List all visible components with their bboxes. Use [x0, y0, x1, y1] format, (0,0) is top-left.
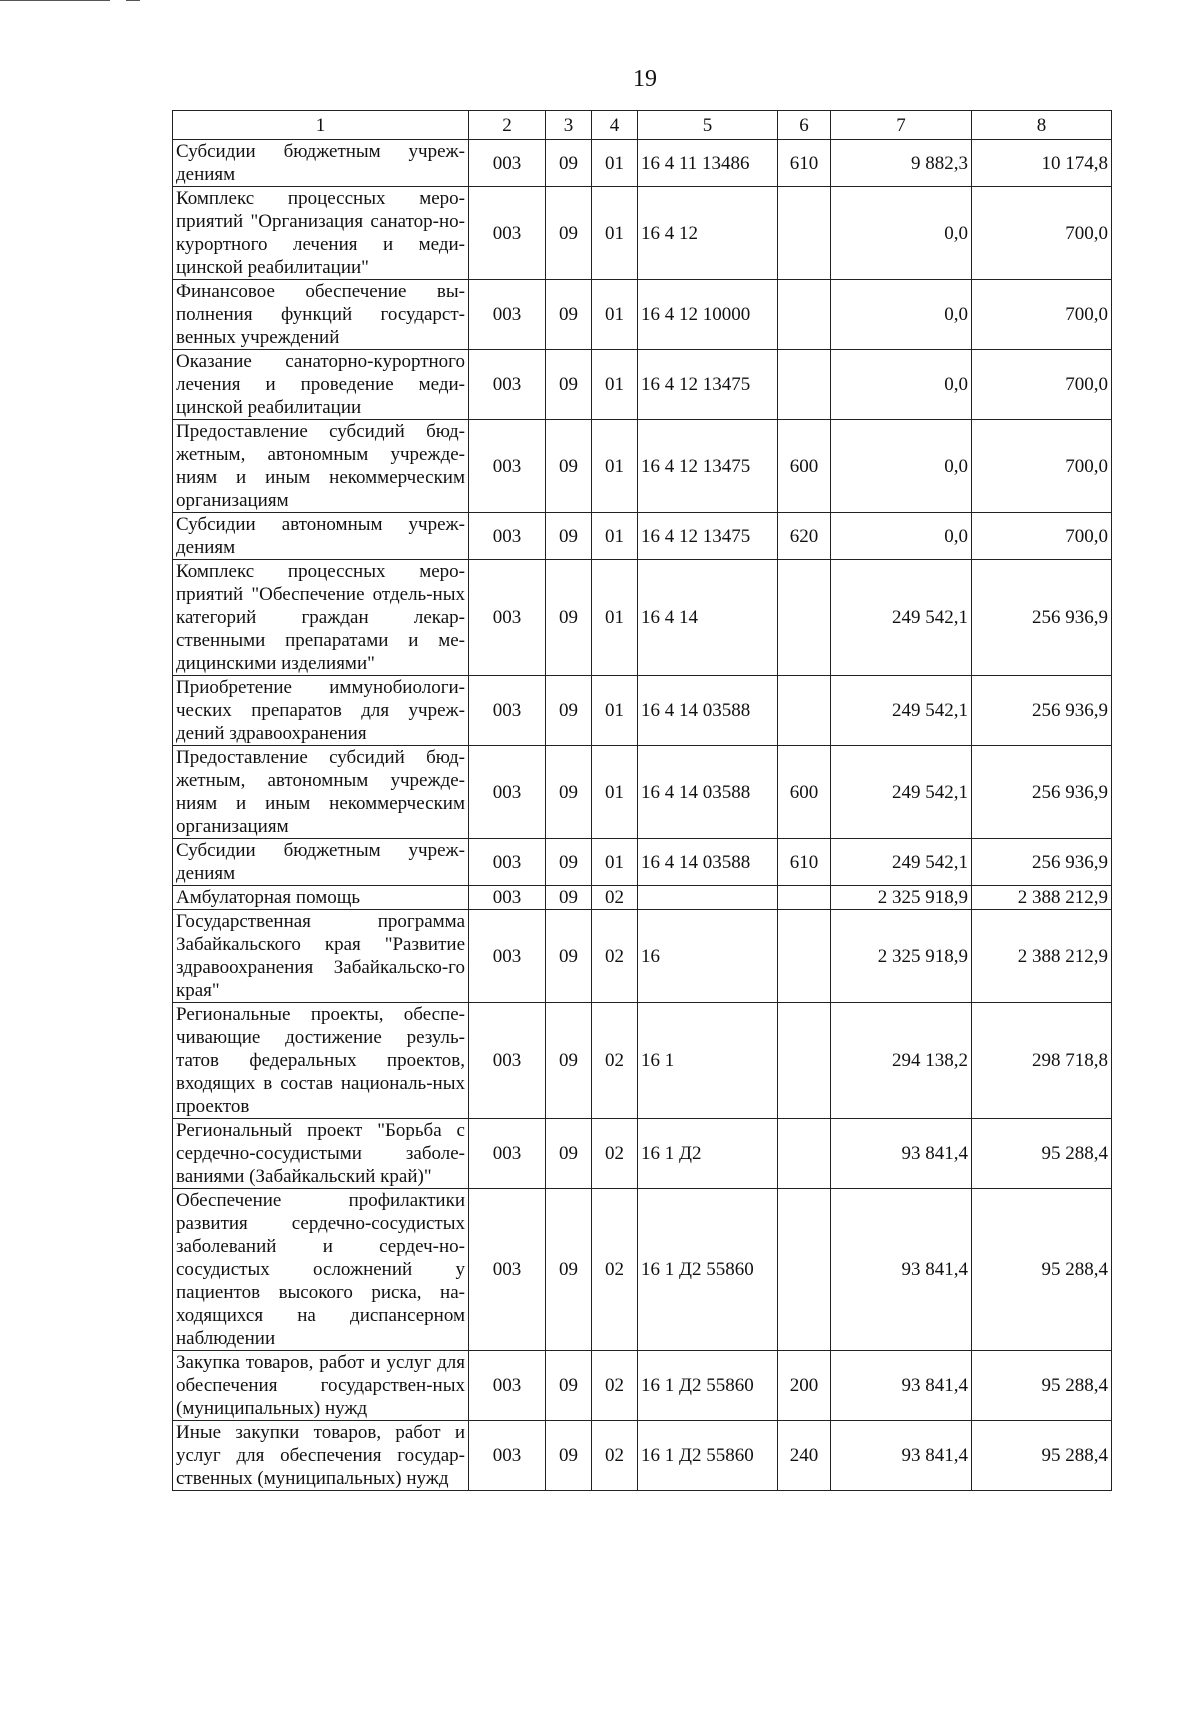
table-row: [173, 1119, 1112, 1189]
row-name: Субсидии автономным учреж-дениям: [173, 513, 469, 560]
section-code: 09: [546, 140, 592, 187]
amount-col-7: 0,0: [831, 420, 972, 513]
subsection-code: 01: [592, 280, 638, 350]
row-name: Приобретение иммунобиологи-ческих препаратов для учреж-дений здравоохранения: [173, 676, 469, 746]
page-number: 19: [633, 66, 657, 92]
ministry-code: 003: [469, 676, 546, 746]
table-row: [173, 280, 1112, 350]
section-code: 09: [546, 350, 592, 420]
expense-type-code: [778, 676, 831, 746]
amount-col-8: 95 288,4: [972, 1189, 1112, 1351]
row-name: Амбулаторная помощь: [173, 886, 469, 910]
row-name: Иные закупки товаров, работ и услуг для обеспечения государ-ственных (муниципальных) нужд: [173, 1421, 469, 1491]
target-article-code: 16 4 14 03588: [638, 676, 778, 746]
table-row: [173, 140, 1112, 187]
target-article-code: 16 4 14 03588: [638, 746, 778, 839]
amount-col-7: 2 325 918,9: [831, 910, 972, 1003]
target-article-code: 16: [638, 910, 778, 1003]
expense-type-code: [778, 280, 831, 350]
target-article-code: 16 1 Д2 55860: [638, 1189, 778, 1351]
amount-col-7: 9 882,3: [831, 140, 972, 187]
section-code: 09: [546, 746, 592, 839]
table-row: [173, 350, 1112, 420]
ministry-code: 003: [469, 420, 546, 513]
amount-col-7: 249 542,1: [831, 746, 972, 839]
target-article-code: 16 1 Д2 55860: [638, 1421, 778, 1491]
ministry-code: 003: [469, 140, 546, 187]
ministry-code: 003: [469, 839, 546, 886]
subsection-code: 01: [592, 676, 638, 746]
subsection-code: 01: [592, 560, 638, 676]
expense-type-code: [778, 187, 831, 280]
column-header: 5: [638, 111, 778, 140]
section-code: 09: [546, 280, 592, 350]
column-header: 2: [469, 111, 546, 140]
table-row: [173, 513, 1112, 560]
amount-col-8: 2 388 212,9: [972, 910, 1112, 1003]
expense-type-code: [778, 910, 831, 1003]
amount-col-7: 93 841,4: [831, 1421, 972, 1491]
target-article-code: 16 4 12: [638, 187, 778, 280]
subsection-code: 02: [592, 910, 638, 1003]
amount-col-8: 700,0: [972, 187, 1112, 280]
row-name: Комплекс процессных меро-приятий "Организация санатор-но-курортного лечения и меди-цинской реабилитации": [173, 187, 469, 280]
ministry-code: 003: [469, 187, 546, 280]
target-article-code: 16 4 12 13475: [638, 420, 778, 513]
subsection-code: 01: [592, 839, 638, 886]
section-code: 09: [546, 676, 592, 746]
expense-type-code: [778, 1119, 831, 1189]
subsection-code: 01: [592, 746, 638, 839]
expense-type-code: [778, 1189, 831, 1351]
subsection-code: 02: [592, 1003, 638, 1119]
target-article-code: 16 4 12 13475: [638, 350, 778, 420]
row-name: Предоставление субсидий бюд-жетным, автономным учрежде-ниям и иным некоммерческим организациям: [173, 746, 469, 839]
subsection-code: 01: [592, 420, 638, 513]
table-row: [173, 1421, 1112, 1491]
column-header: 1: [173, 111, 469, 140]
table-row: [173, 910, 1112, 1003]
subsection-code: 01: [592, 187, 638, 280]
amount-col-8: 10 174,8: [972, 140, 1112, 187]
column-header: 3: [546, 111, 592, 140]
expense-type-code: 240: [778, 1421, 831, 1491]
expense-type-code: 610: [778, 140, 831, 187]
amount-col-8: 95 288,4: [972, 1421, 1112, 1491]
row-name: Обеспечение профилактики развития сердечно-сосудистых заболеваний и сердеч-но-сосудистых осложнений у пациентов высокого риска, на-ходящихся на диспансерном наблюдении: [173, 1189, 469, 1351]
target-article-code: 16 1 Д2: [638, 1119, 778, 1189]
expense-type-code: [778, 886, 831, 910]
row-name: Комплекс процессных меро-приятий "Обеспечение отдель-ных категорий граждан лекар-ственными препаратами и ме-дицинскими изделиями": [173, 560, 469, 676]
target-article-code: 16 1 Д2 55860: [638, 1351, 778, 1421]
table-row: [173, 1351, 1112, 1421]
target-article-code: 16 4 14 03588: [638, 839, 778, 886]
amount-col-7: 249 542,1: [831, 560, 972, 676]
section-code: 09: [546, 1119, 592, 1189]
amount-col-8: 700,0: [972, 350, 1112, 420]
section-code: 09: [546, 886, 592, 910]
column-header: 8: [972, 111, 1112, 140]
amount-col-8: 700,0: [972, 513, 1112, 560]
amount-col-7: 0,0: [831, 350, 972, 420]
amount-col-7: 0,0: [831, 513, 972, 560]
section-code: 09: [546, 1421, 592, 1491]
section-code: 09: [546, 839, 592, 886]
subsection-code: 01: [592, 350, 638, 420]
expense-type-code: 600: [778, 746, 831, 839]
target-article-code: 16 4 12 10000: [638, 280, 778, 350]
expense-type-code: [778, 560, 831, 676]
target-article-code: [638, 886, 778, 910]
row-name: Государственная программа Забайкальского края "Развитие здравоохранения Забайкальско-го края": [173, 910, 469, 1003]
amount-col-7: 0,0: [831, 187, 972, 280]
table-row: [173, 676, 1112, 746]
amount-col-7: 0,0: [831, 280, 972, 350]
section-code: 09: [546, 1003, 592, 1119]
ministry-code: 003: [469, 350, 546, 420]
section-code: 09: [546, 560, 592, 676]
amount-col-7: 249 542,1: [831, 676, 972, 746]
amount-col-8: 256 936,9: [972, 839, 1112, 886]
amount-col-7: 2 325 918,9: [831, 886, 972, 910]
target-article-code: 16 4 14: [638, 560, 778, 676]
ministry-code: 003: [469, 1421, 546, 1491]
row-name: Закупка товаров, работ и услуг для обеспечения государствен-ных (муниципальных) нужд: [173, 1351, 469, 1421]
target-article-code: 16 1: [638, 1003, 778, 1119]
budget-table: [172, 110, 1112, 1491]
scan-edge-mark: [126, 0, 140, 1]
section-code: 09: [546, 910, 592, 1003]
amount-col-7: 249 542,1: [831, 839, 972, 886]
table-header-row: [173, 111, 1112, 140]
table-row: [173, 886, 1112, 910]
row-name: Субсидии бюджетным учреж-дениям: [173, 140, 469, 187]
subsection-code: 01: [592, 513, 638, 560]
ministry-code: 003: [469, 1119, 546, 1189]
section-code: 09: [546, 187, 592, 280]
expense-type-code: 600: [778, 420, 831, 513]
ministry-code: 003: [469, 1003, 546, 1119]
row-name: Региональный проект "Борьба с сердечно-сосудистыми заболе-ваниями (Забайкальский край)": [173, 1119, 469, 1189]
amount-col-7: 93 841,4: [831, 1351, 972, 1421]
row-name: Субсидии бюджетным учреж-дениям: [173, 839, 469, 886]
column-header: 4: [592, 111, 638, 140]
ministry-code: 003: [469, 1351, 546, 1421]
subsection-code: 02: [592, 1421, 638, 1491]
ministry-code: 003: [469, 280, 546, 350]
amount-col-8: 95 288,4: [972, 1351, 1112, 1421]
expense-type-code: [778, 350, 831, 420]
row-name: Региональные проекты, обеспе-чивающие достижение резуль-татов федеральных проектов, входящих в состав националь-ных проектов: [173, 1003, 469, 1119]
expense-type-code: 200: [778, 1351, 831, 1421]
section-code: 09: [546, 420, 592, 513]
amount-col-8: 256 936,9: [972, 746, 1112, 839]
amount-col-7: 93 841,4: [831, 1119, 972, 1189]
expense-type-code: 620: [778, 513, 831, 560]
section-code: 09: [546, 1189, 592, 1351]
table-row: [173, 839, 1112, 886]
subsection-code: 02: [592, 886, 638, 910]
ministry-code: 003: [469, 746, 546, 839]
row-name: Оказание санаторно-курортного лечения и проведение меди-цинской реабилитации: [173, 350, 469, 420]
target-article-code: 16 4 12 13475: [638, 513, 778, 560]
ministry-code: 003: [469, 1189, 546, 1351]
subsection-code: 02: [592, 1189, 638, 1351]
table-row: [173, 187, 1112, 280]
table-row: [173, 1189, 1112, 1351]
scan-edge-mark: [0, 0, 110, 1]
amount-col-8: 700,0: [972, 280, 1112, 350]
row-name: Финансовое обеспечение вы-полнения функций государст-венных учреждений: [173, 280, 469, 350]
table-row: [173, 746, 1112, 839]
row-name: Предоставление субсидий бюд-жетным, автономным учрежде-ниям и иным некоммерческим организациям: [173, 420, 469, 513]
subsection-code: 02: [592, 1119, 638, 1189]
subsection-code: 02: [592, 1351, 638, 1421]
amount-col-7: 93 841,4: [831, 1189, 972, 1351]
expense-type-code: [778, 1003, 831, 1119]
expense-type-code: 610: [778, 839, 831, 886]
column-header: 7: [831, 111, 972, 140]
table-row: [173, 1003, 1112, 1119]
ministry-code: 003: [469, 560, 546, 676]
amount-col-8: 2 388 212,9: [972, 886, 1112, 910]
amount-col-7: 294 138,2: [831, 1003, 972, 1119]
target-article-code: 16 4 11 13486: [638, 140, 778, 187]
amount-col-8: 700,0: [972, 420, 1112, 513]
ministry-code: 003: [469, 910, 546, 1003]
section-code: 09: [546, 1351, 592, 1421]
ministry-code: 003: [469, 886, 546, 910]
amount-col-8: 298 718,8: [972, 1003, 1112, 1119]
amount-col-8: 256 936,9: [972, 560, 1112, 676]
amount-col-8: 256 936,9: [972, 676, 1112, 746]
section-code: 09: [546, 513, 592, 560]
table-row: [173, 420, 1112, 513]
subsection-code: 01: [592, 140, 638, 187]
table-row: [173, 560, 1112, 676]
ministry-code: 003: [469, 513, 546, 560]
amount-col-8: 95 288,4: [972, 1119, 1112, 1189]
column-header: 6: [778, 111, 831, 140]
